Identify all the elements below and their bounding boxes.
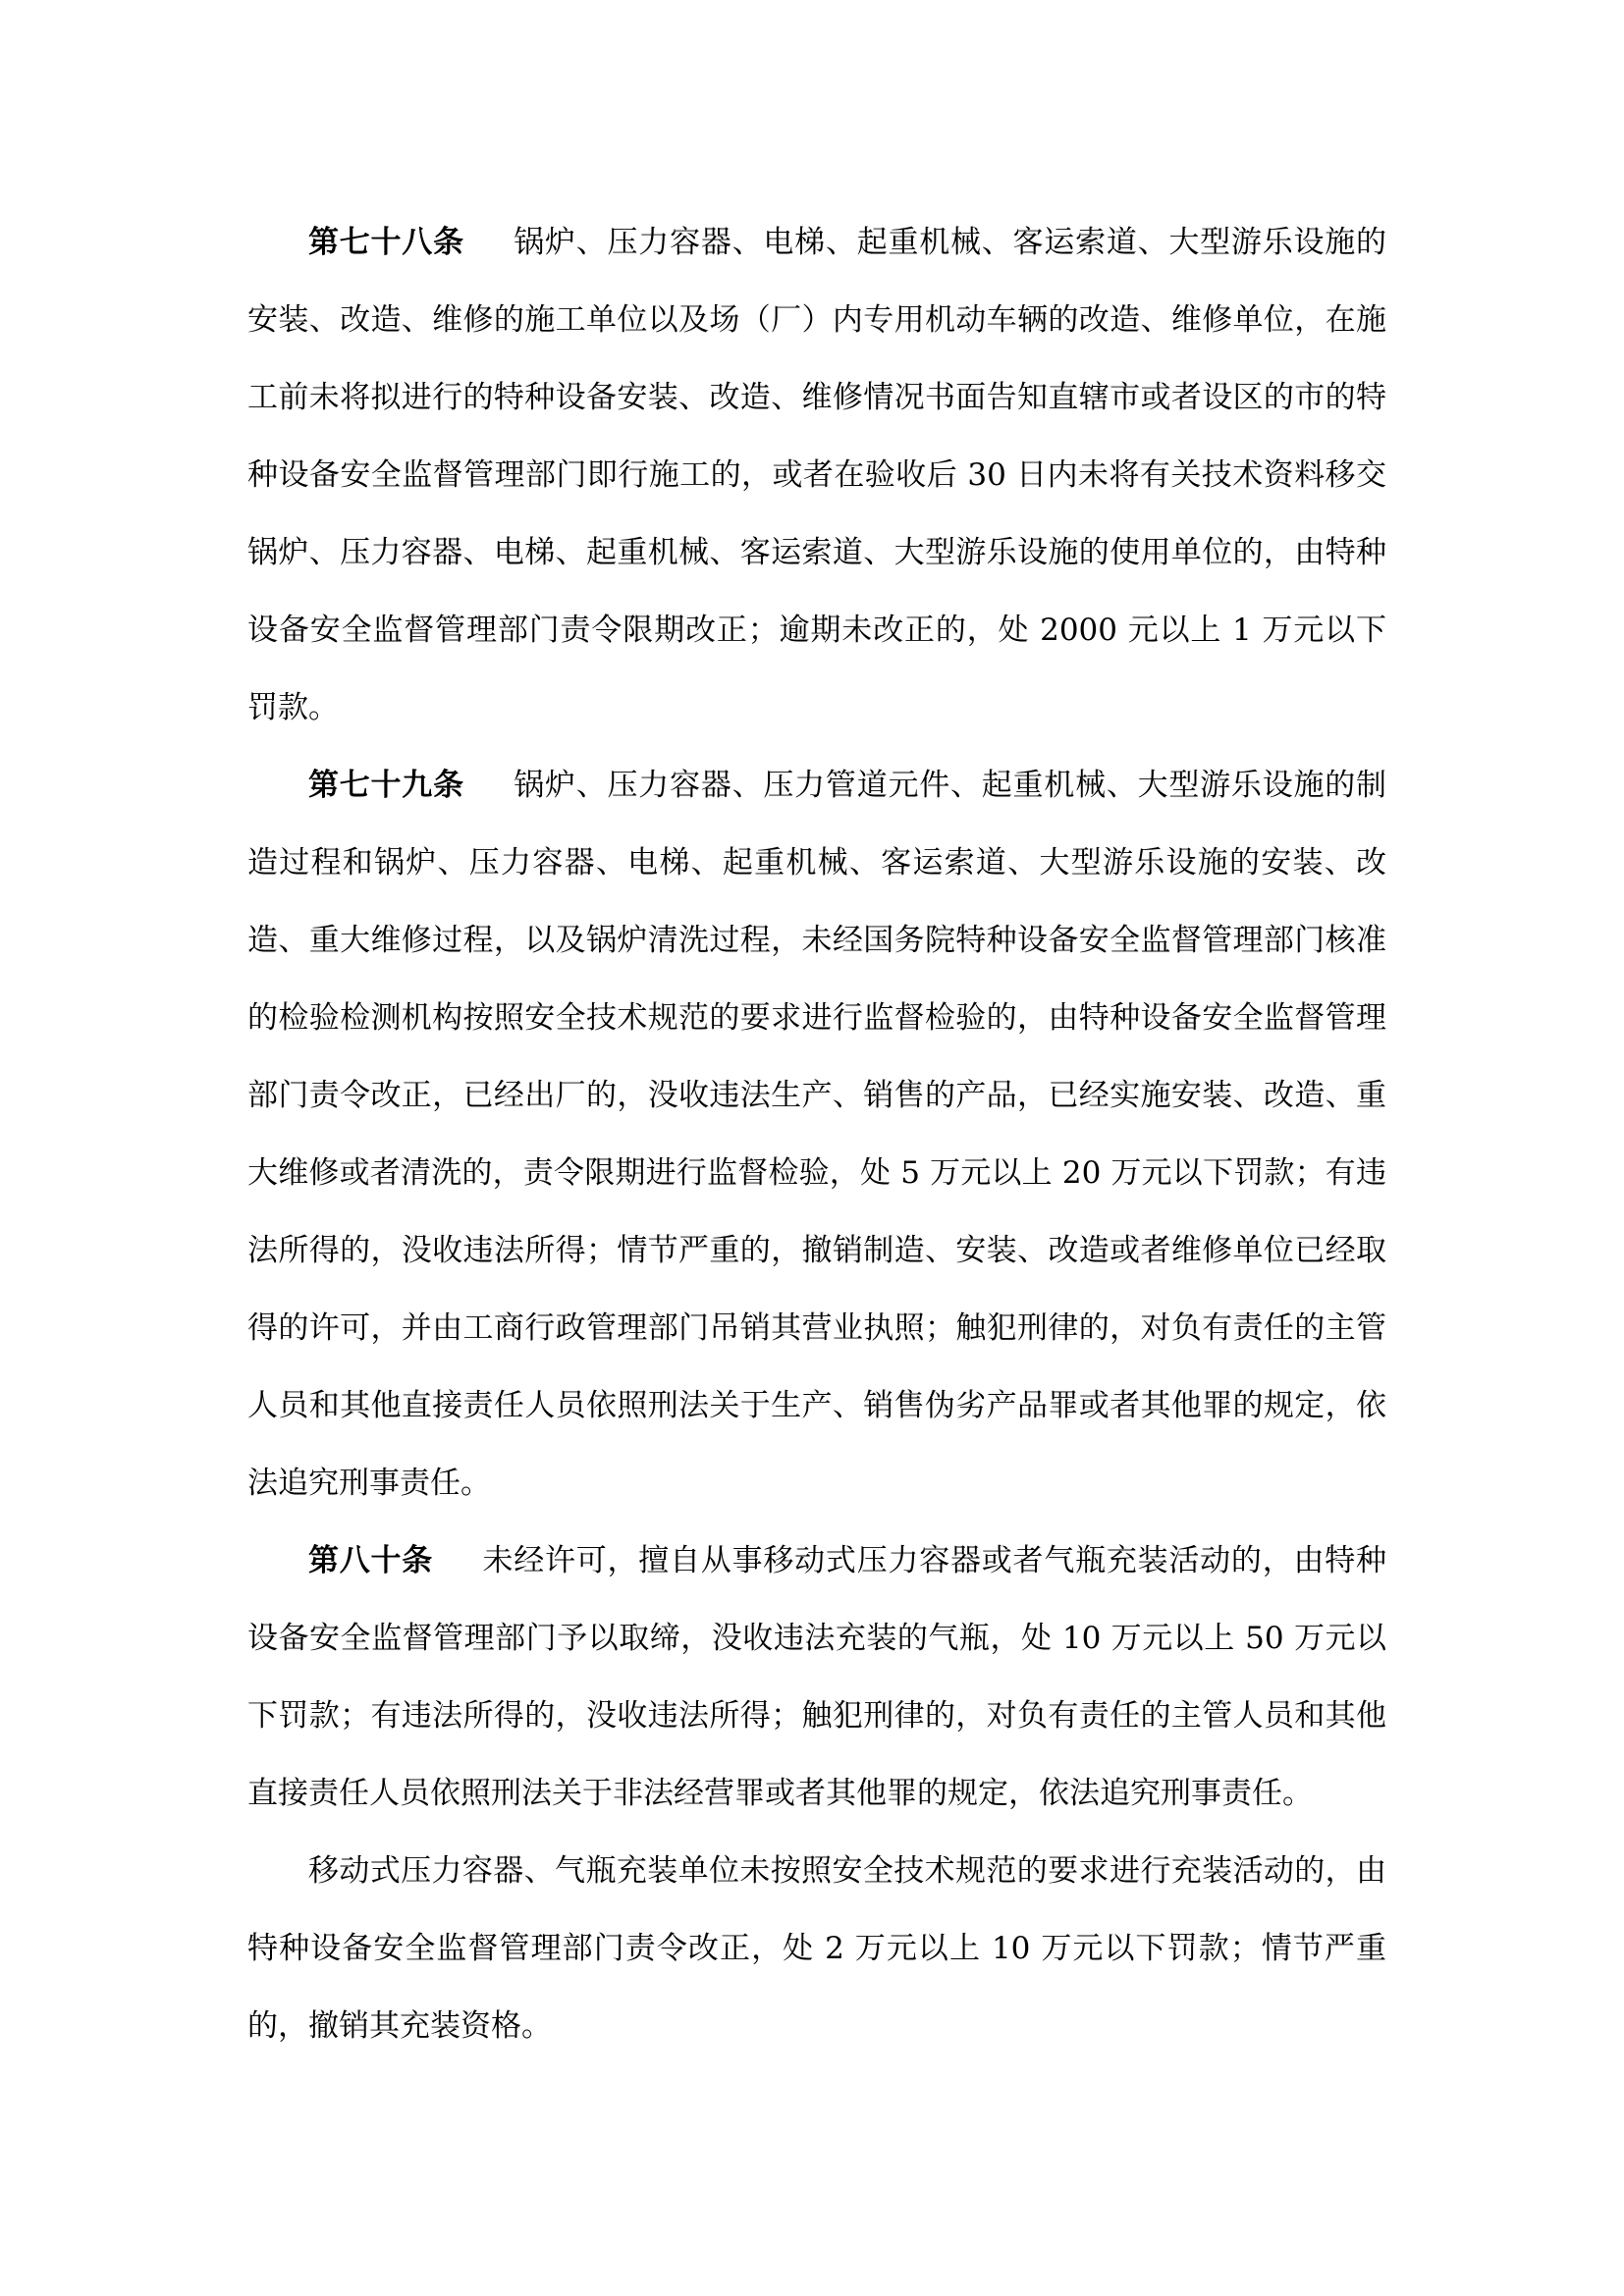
article-79 (247, 747, 1386, 1522)
article-78 (247, 204, 1386, 747)
article-80 (247, 1522, 1386, 1833)
document-body (247, 204, 1386, 2065)
article-80-text: 未经许可，擅自从事移动式压力容器或者气瓶充装活动的，由特种设备安全监督管理部门予以取缔，没收违法充装的气瓶，处 10 万元以上 50 万元以下罚款；有违法所得的，没收违法所得；触犯刑律的，对负有责任的主管人员和其他直接责任人员依照刑法关于非法经营罪或者其他罪的规定，依法追究刑事责任。 (247, 1543, 1387, 1811)
article-80-number: 第八十条 (308, 1543, 434, 1578)
article-80-paragraph-2-text: 移动式压力容器、气瓶充装单位未按照安全技术规范的要求进行充装活动的，由特种设备安全监督管理部门责令改正，处 2 万元以上 10 万元以下罚款；情节严重的，撤销其充装资格。 (247, 1853, 1386, 2044)
article-79-text: 锅炉、压力容器、压力管道元件、起重机械、大型游乐设施的制造过程和锅炉、压力容器、电梯、起重机械、客运索道、大型游乐设施的安装、改造、重大维修过程，以及锅炉清洗过程，未经国务院特种设备安全监督管理部门核准的检验检测机构按照安全技术规范的要求进行监督检验的，由特种设备安全监督管理部门责令改正，已经出厂的，没收违法生产、销售的产品，已经实施安装、改造、重大维修或者清洗的，责令限期进行监督检验，处 5 万元以上 20 万元以下罚款；有违法所得的，没收违法所得；情节严重的，撤销制造、安装、改造或者维修单位已经取得的许可，并由工商行政管理部门吊销其营业执照；触犯刑律的，对负有责任的主管人员和其他直接责任人员依照刑法关于生产、销售伪劣产品罪或者其他罪的规定，依法追究刑事责任。 (247, 768, 1387, 1501)
article-79-number: 第七十九条 (308, 768, 464, 803)
article-78-number: 第七十八条 (308, 225, 464, 260)
article-80-paragraph-2 (247, 1833, 1386, 2065)
article-78-text: 锅炉、压力容器、电梯、起重机械、客运索道、大型游乐设施的安装、改造、维修的施工单位以及场（厂）内专用机动车辆的改造、维修单位，在施工前未将拟进行的特种设备安装、改造、维修情况书面告知直辖市或者设区的市的特种设备安全监督管理部门即行施工的，或者在验收后 30 日内未将有关技术资料移交锅炉、压力容器、电梯、起重机械、客运索道、大型游乐设施的使用单位的，由特种设备安全监督管理部门责令限期改正；逾期未改正的，处 2000 元以上 1 万元以下罚款。 (247, 225, 1387, 725)
